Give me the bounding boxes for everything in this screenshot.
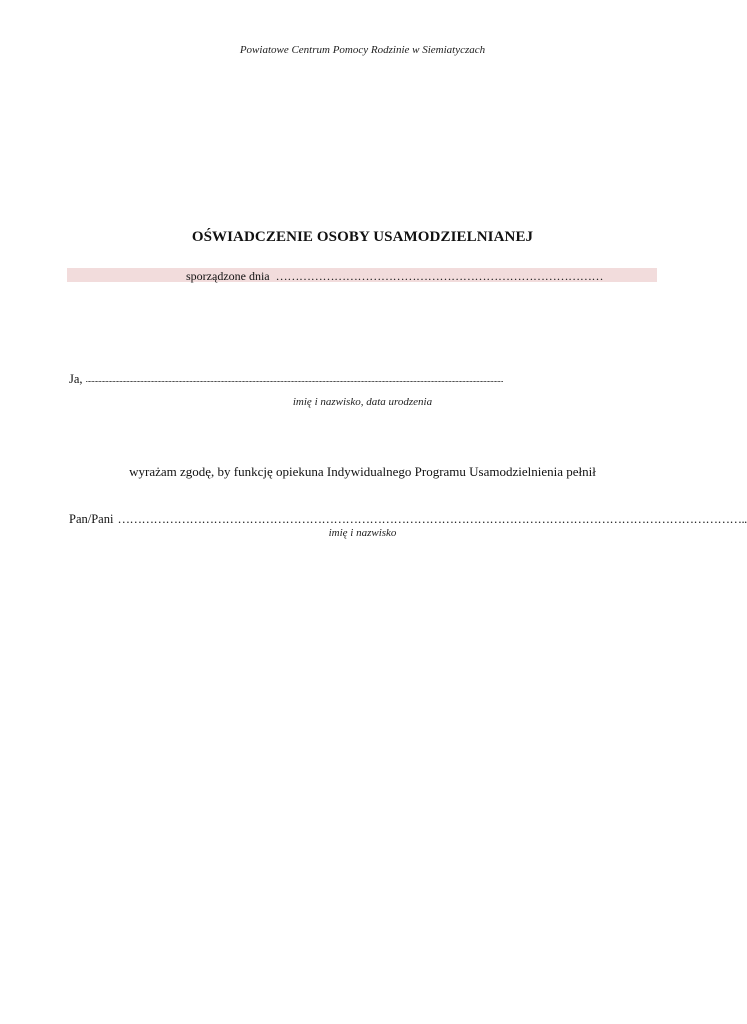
date-row xyxy=(186,269,603,284)
consent-statement: wyrażam zgodę, by funkcję opiekuna Indywidualnego Programu Usamodzielnienia pełnił xyxy=(129,464,596,479)
guardian-caption: imię i nazwisko xyxy=(328,527,397,539)
guardian-row xyxy=(69,512,747,527)
guardian-fill-field[interactable]: ………………………………………………………………………………………………………………………………………….. xyxy=(117,512,747,526)
declarant-label: Ja, xyxy=(69,372,83,386)
date-label: sporządzone dnia xyxy=(186,269,270,283)
document-header: Powiatowe Centrum Pomocy Rodzinie w Siemiatyczach xyxy=(239,44,486,56)
date-fill-field[interactable]: ………………………………………………………………………… xyxy=(275,269,604,283)
guardian-label: Pan/Pani xyxy=(69,512,114,526)
document-title: OŚWIADCZENIE OSOBY USAMODZIELNIANEJ xyxy=(191,229,534,245)
declarant-row xyxy=(69,372,636,387)
declarant-caption: imię i nazwisko, data urodzenia xyxy=(292,396,433,408)
declarant-fill-field[interactable]: .......................................................................................................................................................................................................................................................................................................... xyxy=(85,375,503,384)
